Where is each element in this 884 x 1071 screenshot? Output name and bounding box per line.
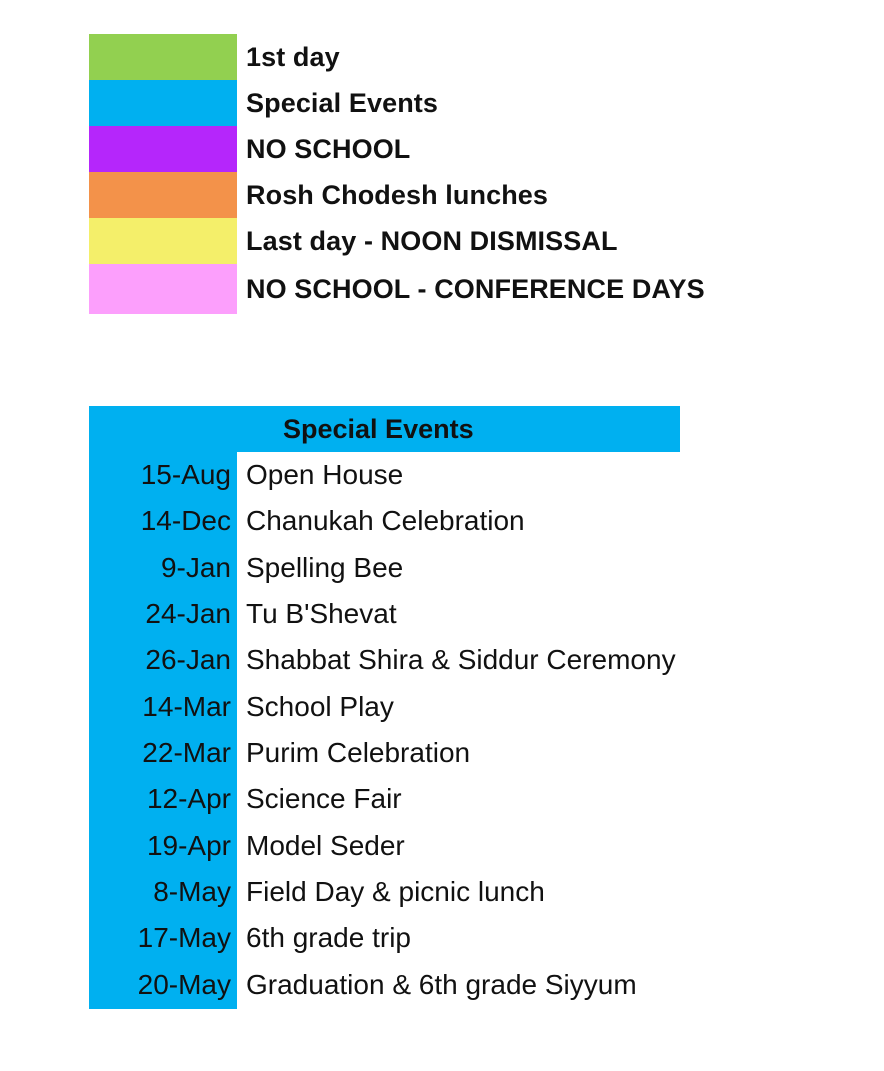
special-events-table xyxy=(89,406,680,1009)
event-row xyxy=(89,591,680,637)
event-name: 6th grade trip xyxy=(246,922,411,954)
event-name: Graduation & 6th grade Siyyum xyxy=(246,969,637,1001)
legend-item-conference-days xyxy=(89,264,705,314)
special-events-header xyxy=(89,406,680,452)
legend-swatch xyxy=(89,126,237,172)
legend-item-special-events xyxy=(89,80,705,126)
special-events-title: Special Events xyxy=(283,413,474,444)
event-date: 14-Mar xyxy=(89,683,237,729)
legend-item-last-day xyxy=(89,218,705,264)
event-row xyxy=(89,822,680,868)
event-date: 26-Jan xyxy=(89,637,237,683)
event-date: 9-Jan xyxy=(89,545,237,591)
event-name: Science Fair xyxy=(246,783,402,815)
event-row xyxy=(89,730,680,776)
event-row xyxy=(89,683,680,729)
legend-item-rosh-chodesh xyxy=(89,172,705,218)
event-row xyxy=(89,452,680,498)
event-row xyxy=(89,776,680,822)
event-date: 24-Jan xyxy=(89,591,237,637)
event-date: 19-Apr xyxy=(89,822,237,868)
event-row xyxy=(89,637,680,683)
event-name: Spelling Bee xyxy=(246,551,404,583)
legend-label: 1st day xyxy=(246,41,340,72)
legend-swatch xyxy=(89,218,237,264)
event-name: Model Seder xyxy=(246,829,405,861)
legend-item-no-school xyxy=(89,126,705,172)
event-name: Shabbat Shira & Siddur Ceremony xyxy=(246,644,676,676)
event-row xyxy=(89,915,680,961)
legend-swatch xyxy=(89,264,237,314)
legend-item-first-day xyxy=(89,34,705,80)
legend-label: Last day - NOON DISMISSAL xyxy=(246,225,618,256)
color-legend xyxy=(89,34,705,314)
event-date: 17-May xyxy=(89,915,237,961)
legend-swatch xyxy=(89,80,237,126)
legend-swatch xyxy=(89,172,237,218)
event-name: Field Day & picnic lunch xyxy=(246,875,545,907)
event-name: Purim Celebration xyxy=(246,736,471,768)
event-row xyxy=(89,498,680,544)
event-name: Tu B'Shevat xyxy=(246,598,397,630)
event-date: 15-Aug xyxy=(89,452,237,498)
legend-label: NO SCHOOL - CONFERENCE DAYS xyxy=(246,273,705,304)
event-date: 20-May xyxy=(89,961,237,1009)
event-row xyxy=(89,545,680,591)
event-date: 22-Mar xyxy=(89,730,237,776)
event-name: School Play xyxy=(246,690,394,722)
event-date: 14-Dec xyxy=(89,498,237,544)
legend-label: NO SCHOOL xyxy=(246,133,411,164)
event-date: 12-Apr xyxy=(89,776,237,822)
event-name: Open House xyxy=(246,459,404,491)
legend-swatch xyxy=(89,34,237,80)
event-name: Chanukah Celebration xyxy=(246,505,525,537)
legend-label: Special Events xyxy=(246,87,438,118)
event-row xyxy=(89,869,680,915)
event-date: 8-May xyxy=(89,869,237,915)
event-row xyxy=(89,961,680,1009)
legend-label: Rosh Chodesh lunches xyxy=(246,179,549,210)
